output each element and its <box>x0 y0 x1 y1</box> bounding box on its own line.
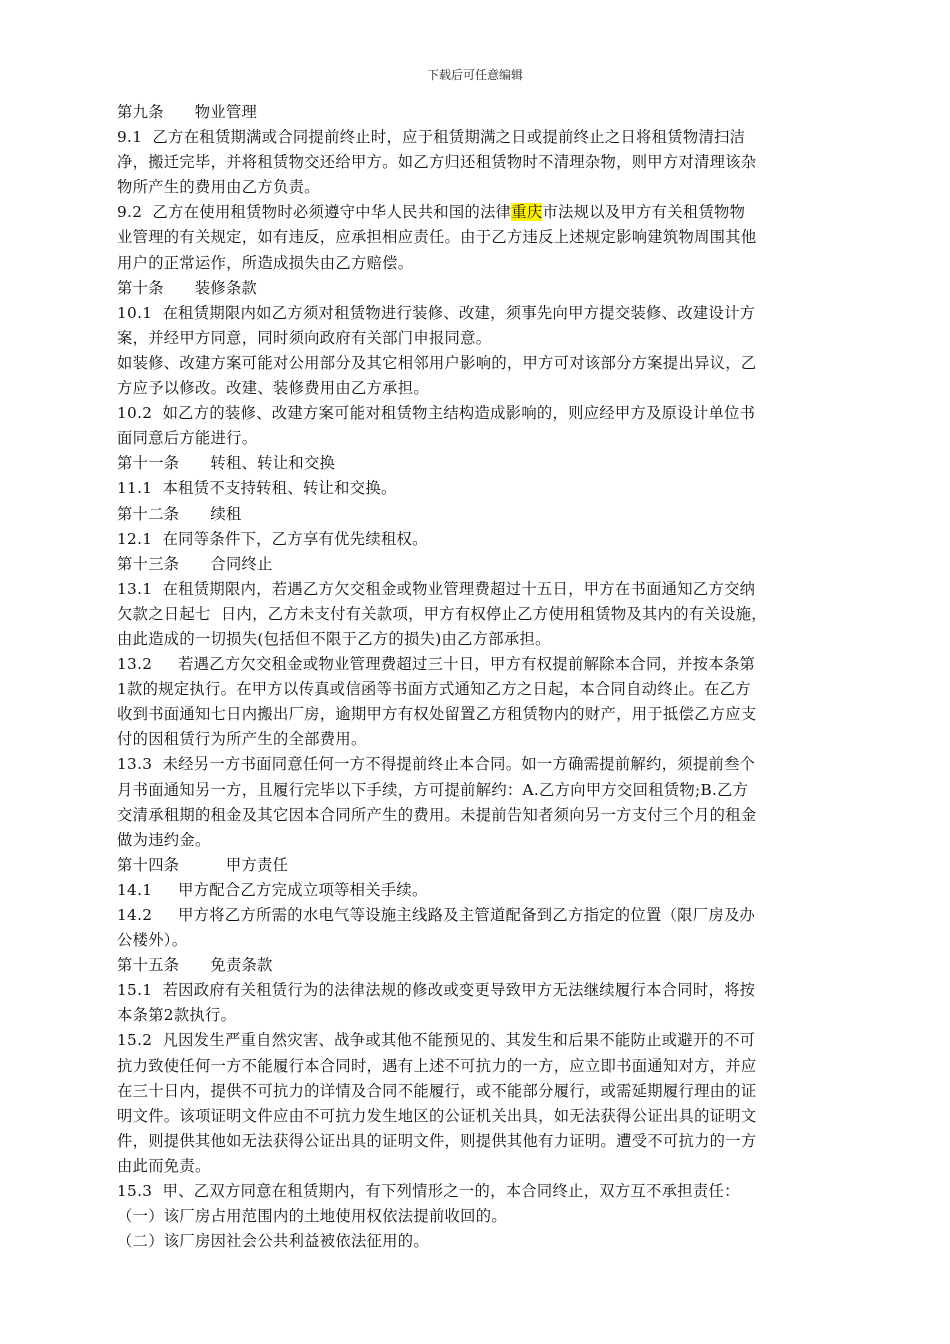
text-line: 第九条 物业管理 <box>117 103 258 121</box>
text-line: 14.2 甲方将乙方所需的水电气等设施主线路及主管道配备到乙方指定的位置（限厂房及办 <box>117 906 756 924</box>
text-line: 13.3 未经另一方书面同意任何一方不得提前终止本合同。如一方确需提前解约，须提前叁个 <box>117 755 756 774</box>
text-line: 抗力致使任何一方不能履行本合同时，遇有上述不可抗力的一方，应立即书面通知对方，并应 <box>117 1056 757 1075</box>
text-line: 案，并经甲方同意，同时须向政府有关部门申报同意。 <box>117 328 492 347</box>
text-segment: 市法规以及甲方有关租赁物物 <box>542 203 746 222</box>
page-header <box>0 67 950 83</box>
document-body <box>117 100 839 1254</box>
text-line: 收到书面通知七日内搬出厂房，逾期甲方有权处留置乙方租赁物内的财产，用于抵偿乙方应支 <box>117 705 757 724</box>
text-line: 公楼外）。 <box>117 931 188 950</box>
text-line: 交清承租期的租金及其它因本合同所产生的费用。未提前告知者须向另一方支付三个月的租金 <box>117 805 757 824</box>
text-line: 第十四条 甲方责任 <box>117 855 289 874</box>
text-line: 净，搬迁完毕，并将租赁物交还给甲方。如乙方归还租赁物时不清理杂物，则甲方对清理该杂 <box>117 153 757 172</box>
text-line: 10.2 如乙方的装修、改建方案可能对租赁物主结构造成影响的，则应经甲方及原设计单位书 <box>117 404 756 423</box>
header-text: 下载后可任意编辑 <box>426 68 523 82</box>
text-line: 用户的正常运作，所造成损失由乙方赔偿。 <box>117 253 414 272</box>
text-line: 第十二条 续租 <box>117 504 242 523</box>
text-line: 如装修、改建方案可能对公用部分及其它相邻用户影响的，甲方可对该部分方案提出异议，乙 <box>117 353 757 372</box>
text-segment: 9.2 乙方在使用租赁物时必须遵守中华人民共和国的法律 <box>117 203 512 222</box>
text-line: 由此而免责。 <box>117 1156 211 1175</box>
text-line: 第十五条 免责条款 <box>117 956 273 975</box>
text-line: 12.1 在同等条件下，乙方享有优先续租权。 <box>117 529 428 548</box>
text-line: 15.1 若因政府有关租赁行为的法律法规的修改或变更导致甲方无法继续履行本合同时，将按 <box>117 981 756 1000</box>
text-line: 业管理的有关规定，如有违反，应承担相应责任。由于乙方违反上述规定影响建筑物周围其他 <box>117 228 757 247</box>
text-line: 物所产生的费用由乙方负责。 <box>117 178 320 197</box>
text-line: 第十三条 合同终止 <box>117 554 273 573</box>
highlighted-text: 重庆 <box>511 203 543 222</box>
text-line: 月书面通知另一方，且履行完毕以下手续，方可提前解约：A.乙方向甲方交回租赁物;B.乙方 <box>117 780 749 799</box>
text-line: 10.1 在租赁期限内如乙方须对租赁物进行装修、改建，须事先向甲方提交装修、改建设计方 <box>117 303 756 322</box>
text-line: 方应予以修改。改建、装修费用由乙方承担。 <box>117 379 429 398</box>
text-line: 9.1 乙方在租赁期满或合同提前终止时，应于租赁期满之日或提前终止之日将租赁物清扫洁 <box>117 128 746 147</box>
text-line: 13.2 若遇乙方欠交租金或物业管理费超过三十日，甲方有权提前解除本合同，并按本条第 <box>117 655 756 674</box>
text-line: 付的因租赁行为所产生的全部费用。 <box>117 730 367 749</box>
text-line: 件，则提供其他如无法获得公证出具的证明文件，则提供其他有力证明。遭受不可抗力的一方 <box>117 1131 757 1150</box>
lines-container <box>117 100 839 1254</box>
text-line: 第十条 装修条款 <box>117 278 258 297</box>
text-line: 在三十日内，提供不可抗力的详情及合同不能履行，或不能部分履行，或需延期履行理由的证 <box>117 1081 757 1100</box>
text-line: 15.3 甲、乙双方同意在租赁期内，有下列情形之一的，本合同终止，双方互不承担责任： <box>117 1182 740 1201</box>
text-line: 14.1 甲方配合乙方完成立项等相关手续。 <box>117 880 428 899</box>
text-line: 本条第2款执行。 <box>117 1006 237 1025</box>
text-line: （二）该厂房因社会公共利益被依法征用的。 <box>117 1232 429 1251</box>
text-line: 明文件。该项证明文件应由不可抗力发生地区的公证机关出具，如无法获得公证出具的证明文 <box>117 1106 757 1125</box>
text-line: 15.2 凡因发生严重自然灾害、战争或其他不能预见的、其发生和后果不能防止或避开的不可 <box>117 1031 756 1050</box>
text-line: （一）该厂房占用范围内的土地使用权依法提前收回的。 <box>117 1207 507 1226</box>
text-line: 13.1 在租赁期限内，若遇乙方欠交租金或物业管理费超过十五日，甲方在书面通知乙方交纳 <box>117 579 756 598</box>
text-line: 第十一条 转租、转让和交换 <box>117 454 336 473</box>
text-line: 1款的规定执行。在甲方以传真或信函等书面方式通知乙方之日起，本合同自动终止。在乙方 <box>117 680 751 699</box>
text-line: 面同意后方能进行。 <box>117 429 258 448</box>
text-line: 做为违约金。 <box>117 830 211 849</box>
text-line: 由此造成的一切损失(包括但不限于乙方的损失)由乙方部承担。 <box>117 629 551 648</box>
text-line <box>117 200 839 225</box>
text-line: 欠款之日起七 日内，乙方未支付有关款项，甲方有权停止乙方使用租赁物及其内的有关设施， <box>117 604 767 623</box>
text-line: 11.1 本租赁不支持转租、转让和交换。 <box>117 479 397 498</box>
